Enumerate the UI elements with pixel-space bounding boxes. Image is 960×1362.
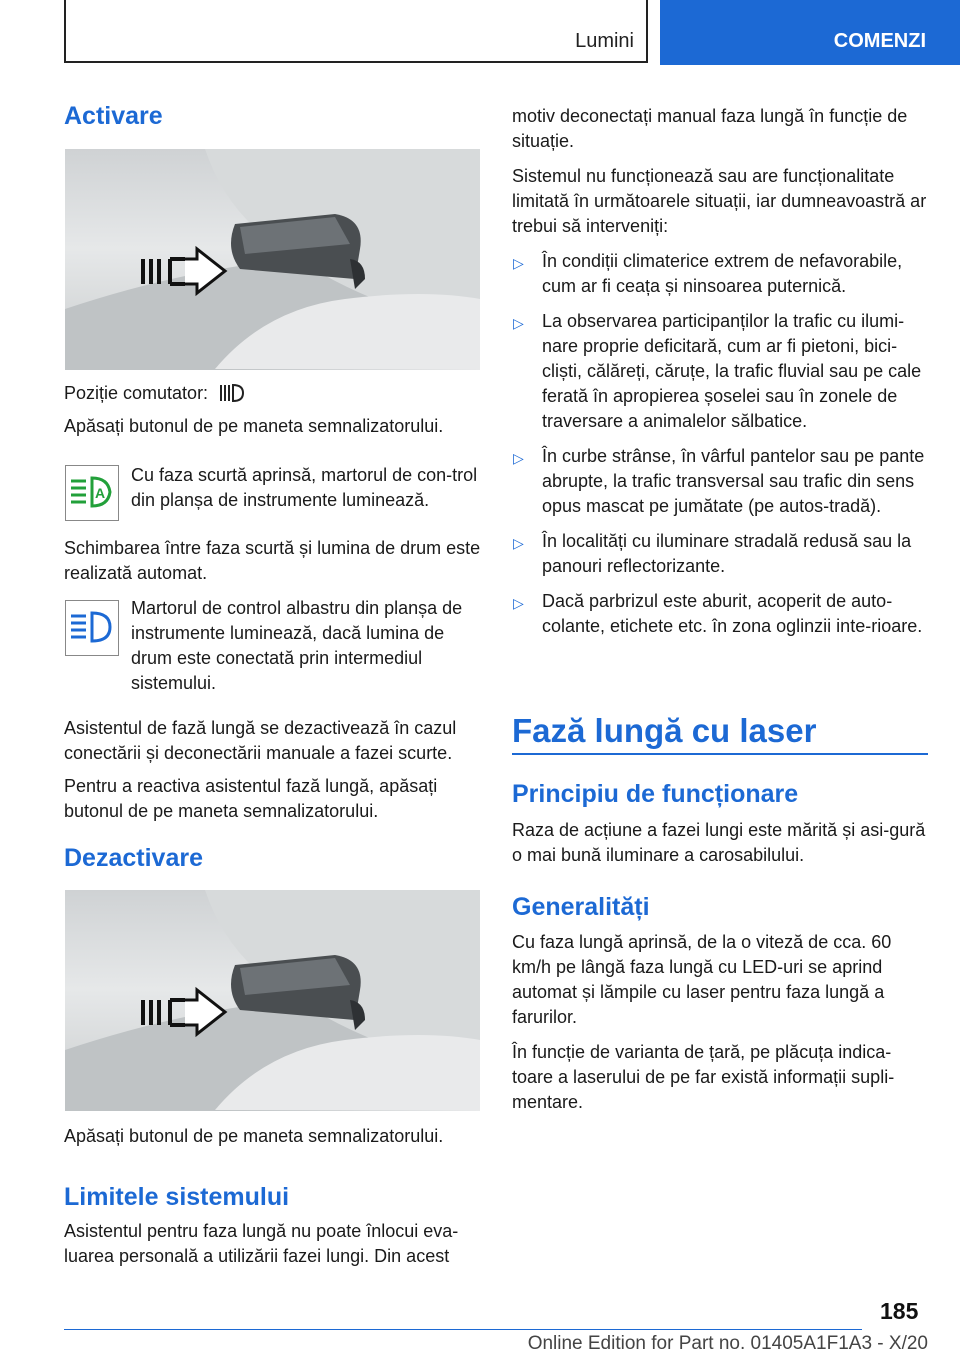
laser-high-beam-heading: Fază lungă cu laser [512,712,817,749]
svg-text:A: A [95,485,106,501]
right-column-body [512,104,932,649]
heading-underline [512,753,928,755]
stalk-photo-activate [65,149,480,370]
triangle-bullet-icon: ▷ [513,255,524,271]
limits-heading: Limitele sistemului [64,1183,290,1211]
high-beam-assist-icon [219,381,245,403]
limitations-list [512,249,932,639]
limits-intro-text: Sistemul nu funcționează sau are funcționalitate limitată în următoarele situații, iar dumneavoastră ar trebui să interveniți: [512,166,927,236]
principle-heading: Principiu de funcționare [512,780,799,808]
high-beam-indicator [65,600,119,656]
general-text: Cu faza lungă aprinsă, de la o viteză de cca. 60 km/h pe lângă faza lungă cu LED-uri se aprind automat și lămpile cu laser pentru faza lungă a farurilor. [512,932,892,1027]
green-high-beam-assist-icon [66,466,118,520]
blue-indicator-text [131,596,481,696]
list-item [512,309,932,434]
header-section-tab [64,0,648,63]
triangle-bullet-icon: ▷ [513,535,524,551]
turn-signal-stalk-image-2 [65,890,480,1111]
list-item [512,249,932,299]
triangle-bullet-icon: ▷ [513,450,524,466]
general-heading: Generalități [512,893,650,921]
triangle-bullet-icon: ▷ [513,315,524,331]
turn-signal-stalk-image [65,149,480,370]
switch-position-line [64,381,484,406]
principle-text: Raza de acțiune a fazei lungi este mărită și asi-gură o mai bună iluminare a carosabilului. [512,820,926,865]
list-item [512,589,932,639]
section-label: Lumini [575,30,634,52]
activare-heading: Activare [64,102,163,130]
list-item [512,529,932,579]
footer-rule [64,1329,862,1330]
automatic-switching-text: Schimbarea între faza scurtă și lumina de drum este realizată automat. [64,538,481,583]
chapter-tab [660,0,960,65]
deactivate-manual-text: Asistentul de fază lungă se dezactivează în cazul conectării și deconectării manuale a fazei scurte. [64,718,457,763]
reactivate-text: Pentru a reactiva asistentul fază lungă, apăsați butonul de pe maneta semnalizatorului. [64,776,438,821]
continuation-text: motiv deconectați manual faza lungă în funcție de situație. [512,106,908,151]
list-item-text: În localități cu iluminare stradală redusă sau la panouri reflectorizante. [542,531,912,576]
dezactivare-heading: Dezactivare [64,844,203,872]
blue-indicator-text-body: Martorul de control albastru din planșa de instrumente luminează, dacă lumina de drum este conectată prin intermediul sistemului. [131,598,463,693]
stalk-photo-deactivate [65,890,480,1111]
low-beam-indicator-text: Cu faza scurtă aprinsă, martorul de con-trol din planșa de instrumente luminează. [131,465,478,510]
chapter-label: COMENZI [833,30,926,52]
triangle-bullet-icon: ▷ [513,595,524,611]
list-item-text: La observarea participanților la trafic cu ilumi-nare proprie deficitară, cum ar fi pietoni, bici-cliști, călăreți, căruțe, la trafic fluvial sau pe cale ferată în apropierea șoselei sau în zonele de traversare a animalelor sălbatice. [542,311,922,431]
list-item-text: În condiții climaterice extrem de nefavorabile, cum ar fi ceața și ninsoarea puternică. [542,251,903,296]
list-item-text: În curbe strânse, în vârful pantelor sau pe pante abrupte, la trafic transversal sau trafic din sens opus mascat pe jumătate (pe autos-tradă). [542,446,925,516]
country-variant-text: În funcție de varianta de țară, pe plăcuța indica-toare a laserului de pe far există informații supli-mentare. [512,1042,895,1112]
list-item-text: Dacă parbrizul este aburit, acoperit de auto-colante, etichete etc. în zona oglinzii inte-rioare. [542,591,923,636]
blue-high-beam-icon [66,601,118,655]
limits-text: Asistentul pentru faza lungă nu poate înlocui eva-luarea personală a utilizării fazei lungi. Din acest [64,1221,459,1266]
press-button-text-1: Apăsați butonul de pe maneta semnalizatorului. [64,416,444,436]
switch-position-label: Poziție comutator: [64,383,209,403]
list-item [512,444,932,519]
press-button-text-2: Apăsați butonul de pe maneta semnalizatorului. [64,1126,444,1146]
page-number: 185 [880,1298,919,1324]
edition-footer-text: Online Edition for Part no. 01405A1F1A3 - X/20 [527,1333,928,1354]
general-text-block [512,930,932,1125]
low-beam-indicator [65,465,119,521]
